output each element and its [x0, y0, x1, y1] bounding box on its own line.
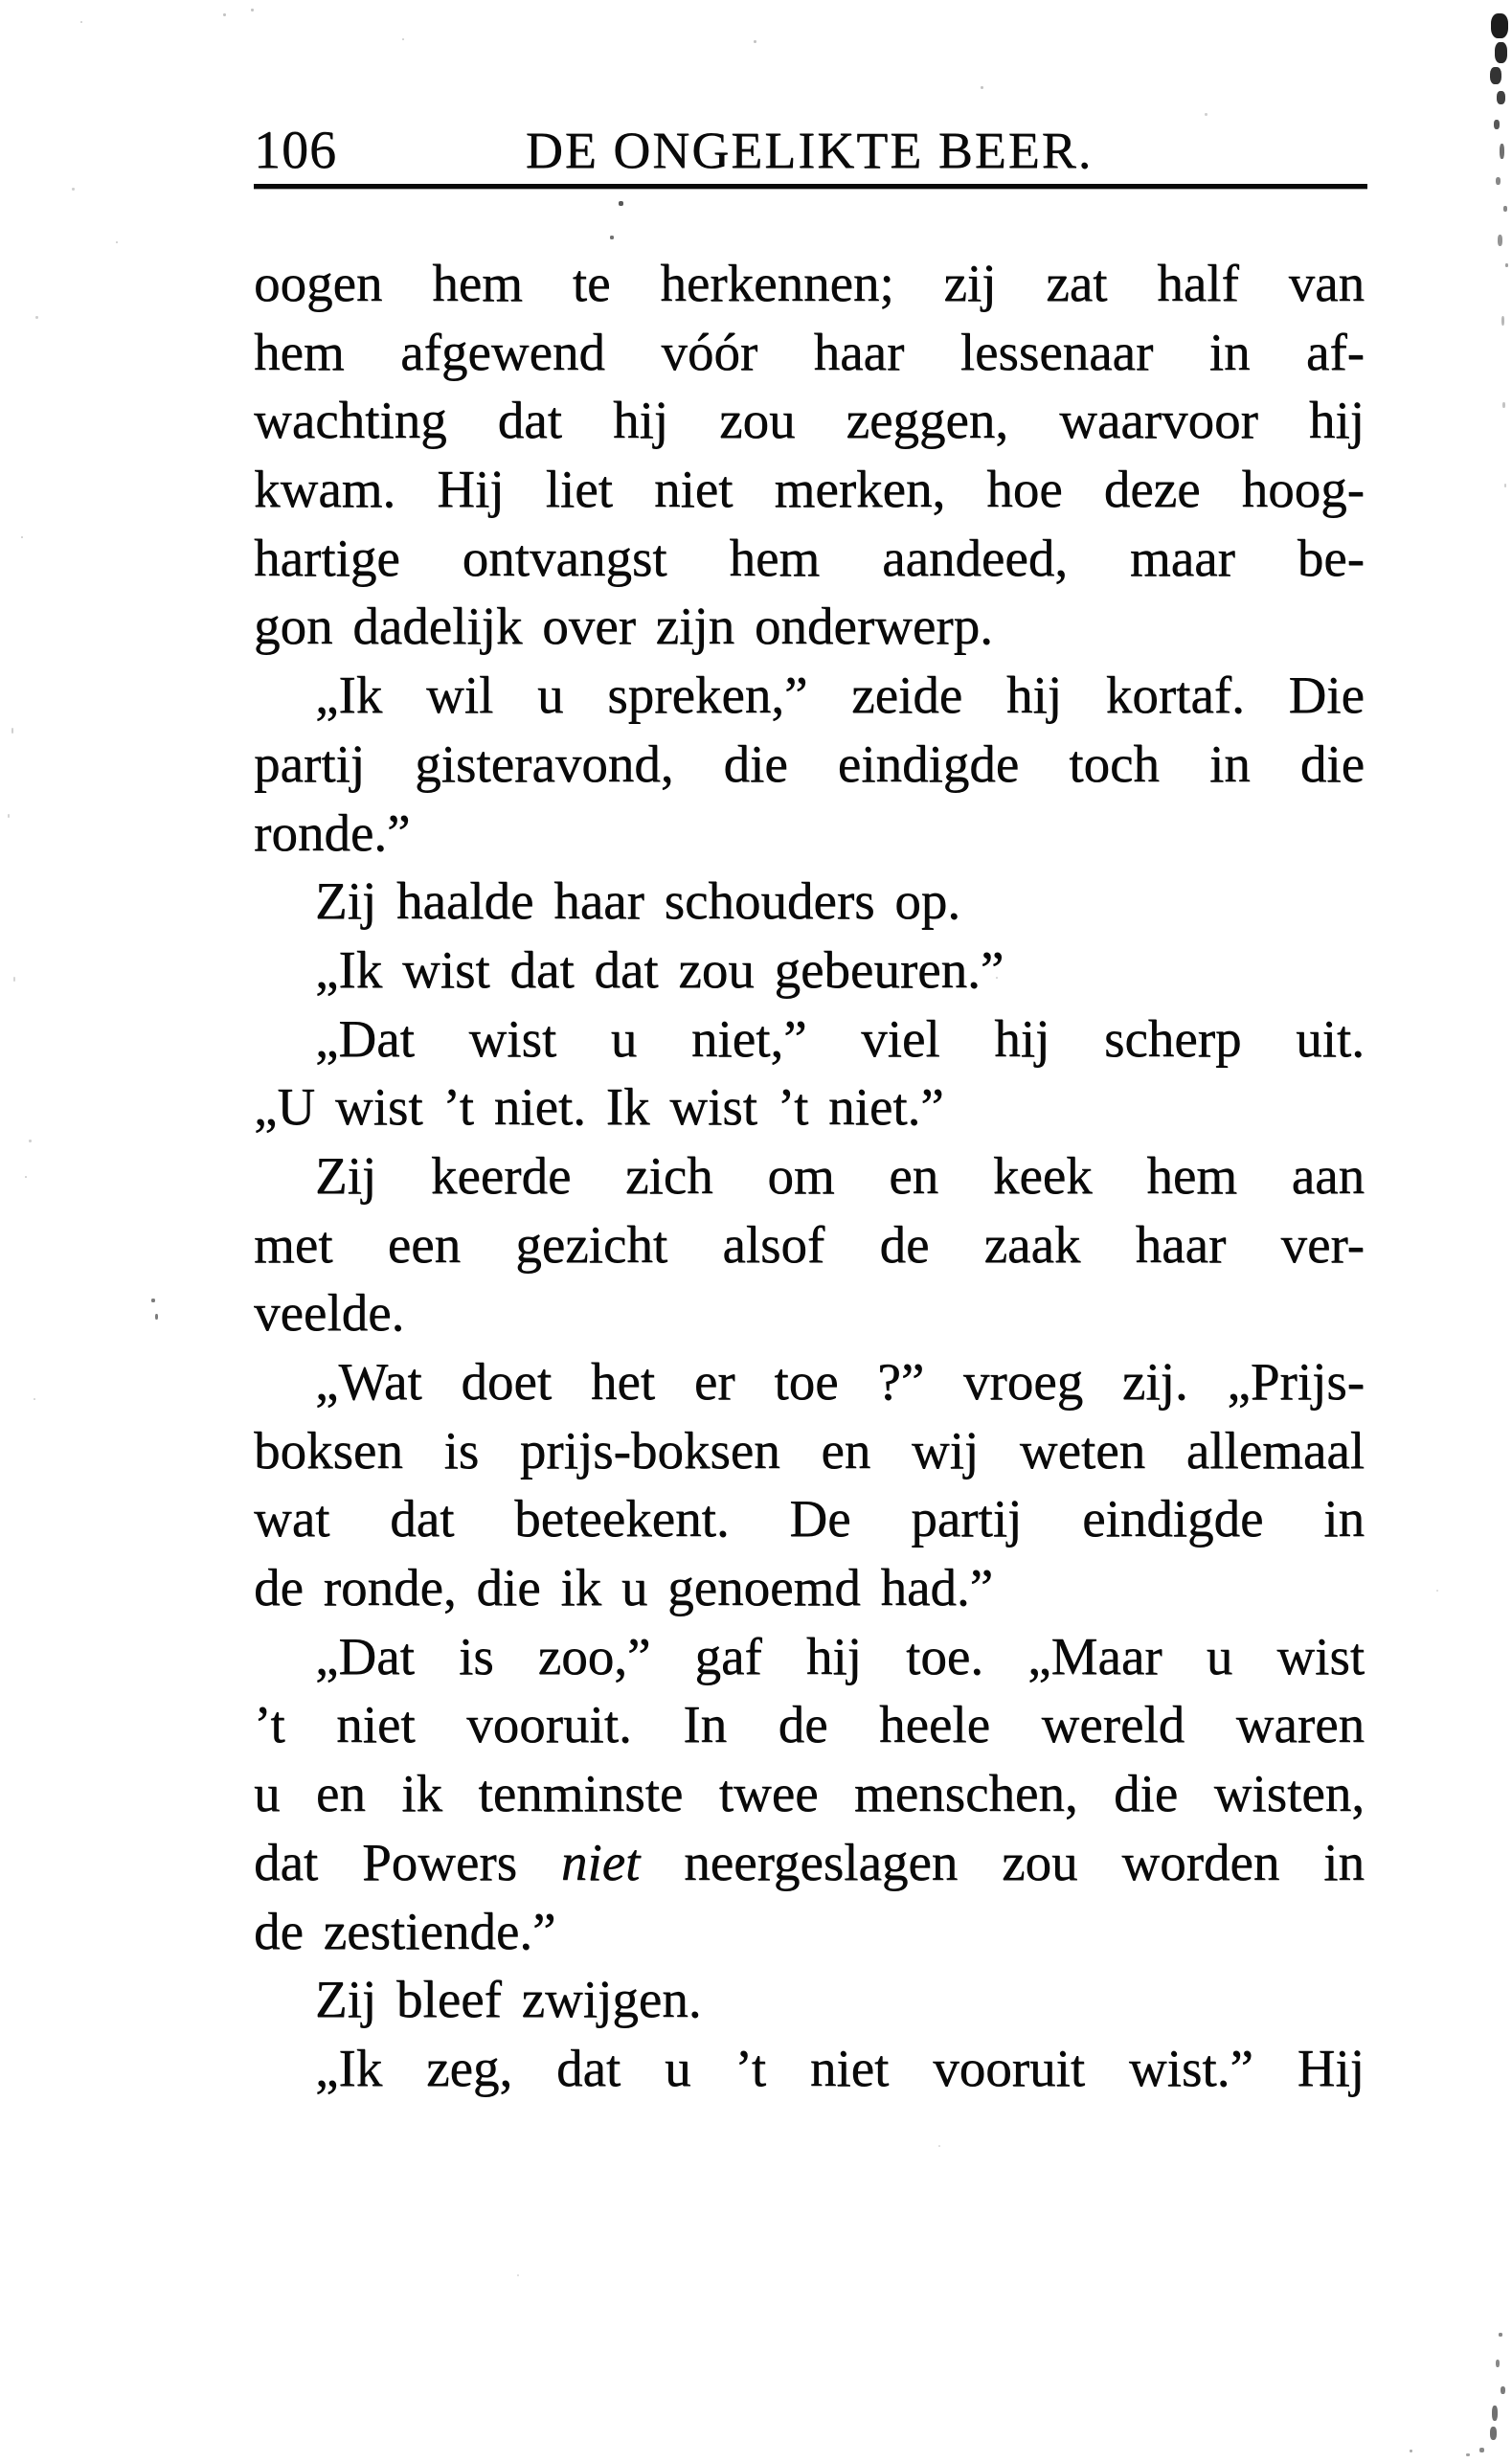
scan-speckle: [1205, 113, 1207, 116]
text-line: hem afgewend vóór haar lessenaar in af-: [254, 322, 1365, 381]
scan-speckle: [1496, 2360, 1500, 2367]
text-line: wachting dat hij zou zeggen, waarvoor hij: [254, 391, 1365, 450]
text-line: „U wist ’t niet. Ik wist ’t niet.”: [254, 1077, 944, 1137]
scan-speckle: [1501, 316, 1504, 326]
scan-speckle: [29, 1140, 32, 1142]
scan-speckle: [584, 1518, 586, 1520]
text-line: „Ik zeg, dat u ’t niet vooruit wist.” Hij: [315, 2038, 1365, 2097]
scan-speckle: [1497, 91, 1505, 104]
text-line: ronde.”: [254, 802, 411, 862]
text-line: gon dadelijk over zijn onderwerp.: [254, 597, 993, 656]
page-header: [254, 123, 1365, 180]
text-line: „Ik wist dat dat zou gebeuren.”: [315, 939, 1004, 999]
scan-speckle: [21, 536, 23, 538]
text-line: de zestiende.”: [254, 1901, 556, 1960]
text-line: met een gezicht alsof de zaak haar ver-: [254, 1214, 1365, 1274]
scan-speckle: [1492, 2406, 1498, 2421]
scan-speckle: [1501, 2386, 1505, 2394]
scan-speckle: [981, 86, 983, 89]
scan-speckle: [1479, 2448, 1484, 2452]
text-line: „Ik wil u spreken,” zeide hij kortaf. Die: [315, 666, 1365, 725]
text-line: ’t niet vooruit. In de heele wereld waren: [254, 1695, 1365, 1754]
scan-speckle: [1496, 177, 1501, 185]
scan-speckle: [72, 188, 75, 191]
scan-speckle: [223, 13, 226, 16]
text-line: boksen is prijs-boksen en wij weten allemaal: [254, 1420, 1365, 1480]
scan-speckle: [1436, 1590, 1438, 1592]
text-line: „Wat doet het er toe ?” vroeg zij. „Prijs-: [315, 1352, 1365, 1411]
scan-speckle: [1490, 67, 1501, 84]
scan-speckle: [1503, 206, 1507, 212]
text-line: veelde.: [254, 1283, 405, 1343]
scan-speckle: [1495, 42, 1507, 63]
scan-speckle: [1490, 2427, 1497, 2440]
scan-speckle: [35, 316, 38, 319]
scan-speckle: [938, 2145, 940, 2147]
scan-speckle: [1499, 2333, 1502, 2337]
text-line: kwam. Hij liet niet merken, hoe deze hoog-: [254, 460, 1365, 519]
scan-speckle: [80, 21, 82, 23]
text-line: „Dat is zoo,” gaf hij toe. „Maar u wist: [315, 1626, 1365, 1685]
scan-speckle: [619, 201, 623, 206]
page-number: 106: [254, 121, 337, 180]
text-line: de ronde, die ik u genoemd had.”: [254, 1558, 994, 1617]
text-line: partij gisteravond, die eindigde toch in die: [254, 734, 1365, 793]
scan-speckle: [251, 9, 254, 11]
scan-speckle: [1491, 13, 1508, 38]
header-rule: [254, 184, 1367, 189]
scan-speckle: [34, 1398, 35, 1400]
text-line: Zij keerde zich om en keek hem aan: [315, 1145, 1365, 1205]
scan-speckle: [996, 977, 998, 979]
scan-speckle: [1504, 484, 1506, 487]
scan-speckle: [1494, 120, 1500, 129]
scan-speckle: [1505, 263, 1508, 267]
running-title: DE ONGELIKTE BEER.: [525, 122, 1094, 179]
scan-speckle: [754, 40, 756, 43]
scan-speckle: [151, 1299, 155, 1302]
text-line: hartige ontvangst hem aandeed, maar be-: [254, 528, 1365, 587]
scan-speckle: [8, 814, 10, 818]
scan-speckle: [1498, 235, 1502, 246]
scan-speckle: [13, 977, 15, 982]
scan-speckle: [1410, 2450, 1412, 2452]
scan-speckle: [910, 1259, 912, 1262]
scan-speckle: [116, 241, 118, 243]
scan-speckle: [155, 1314, 158, 1320]
text-line: „Dat wist u niet,” viel hij scherp uit.: [315, 1008, 1365, 1068]
scan-speckle: [1466, 2453, 1470, 2456]
text-line: wat dat beteekent. De partij eindigde in: [254, 1489, 1365, 1548]
body-text: [254, 249, 1365, 2103]
scan-speckle: [11, 728, 13, 734]
text-line: Zij haalde haar schouders op.: [315, 871, 961, 931]
scan-speckle: [25, 1176, 27, 1178]
text-line: oogen hem te herkennen; zij zat half van: [254, 254, 1365, 312]
scan-speckle: [517, 2274, 519, 2276]
scan-speckle: [610, 236, 614, 239]
scan-speckle: [402, 38, 404, 40]
text-line: u en ik tenminste twee menschen, die wisten,: [254, 1764, 1365, 1823]
scan-speckle: [1500, 144, 1504, 159]
scan-speckle: [1502, 402, 1505, 408]
text-line: Zij bleef zwijgen.: [315, 1970, 702, 2029]
text-line: dat Powers niet neergeslagen zou worden in: [254, 1832, 1365, 1891]
